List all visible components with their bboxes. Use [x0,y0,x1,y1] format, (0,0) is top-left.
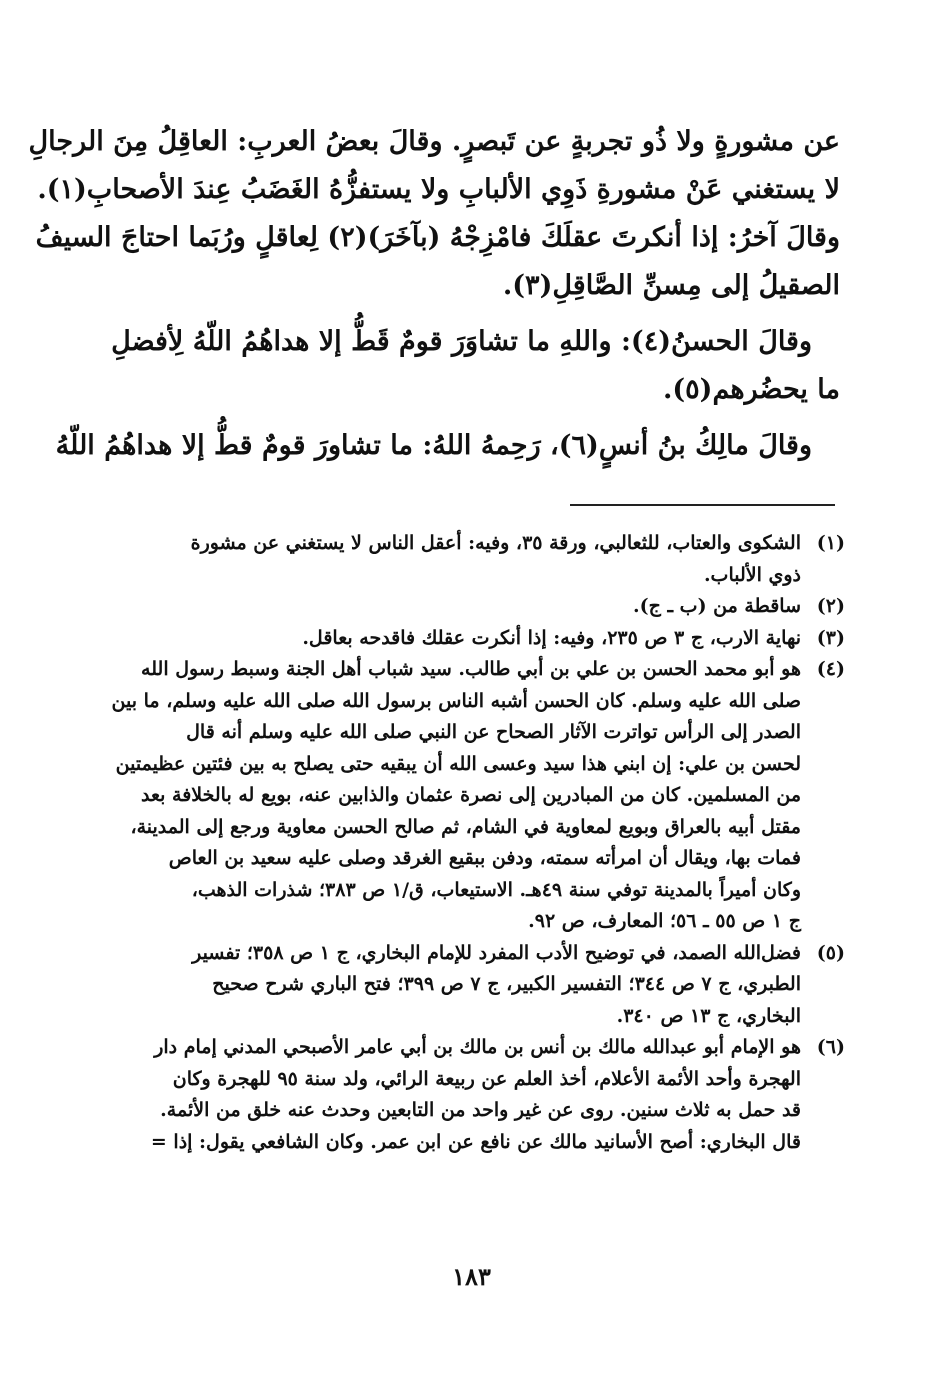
footnote-line: صلى الله عليه وسلم. كان الحسن أشبه الناس برسول الله صلى الله عليه وسلم، ما بين [111,689,801,712]
footnote-body [125,591,801,623]
footnote-line: ذوي الألباب. [703,563,801,586]
footnote [125,1032,845,1158]
footnote [125,591,845,623]
paragraph-gap [130,310,840,318]
footnote-body [125,1032,801,1158]
footnote-number: (٥) [816,941,845,964]
text-line: لا يستغني عَنْ مشورةِ ذَوِي الألبابِ ولا يستفزُّهُ الغَضَبُ عِندَ الأصحابِ(١). [37,174,840,205]
footnote-number: (١) [816,532,845,554]
footnote-line: لحسن بن علي: إن ابني هذا سيد وعسى الله أن يبقيه حتى يصلح به بين فئتين عظيمتين [115,752,801,775]
footnote-line: من المسلمين. كان من المبادرين إلى نصرة عثمان والذابين عنه، بويع له بالخلافة بعد [140,784,801,806]
footnote-line: فمات بها، ويقال أن امرأته سمته، ودفن ببقيع الغرقد وصلى عليه سعيد بن العاص [168,847,801,869]
text-line: وقالَ الحسنُ(٤): واللهِ ما تشاوَرَ قومٌ قَطُّ إلا هداهُمُ اللّهُ لِأفضلِ [111,326,812,357]
footnote-line: نهاية الارب، ج ٣ ص ٢٣٥، وفيه: إذا أنكرت عقلك فاقدحه بعاقل. [302,626,801,649]
footnote-line: ساقطة من (ب ـ ج). [633,595,801,617]
footnote-line: هو أبو محمد الحسن بن علي بن أبي طالب. سيد شباب أهل الجنة وسبط رسول الله [141,658,801,680]
footnote [125,528,845,591]
footnote-body [125,938,801,1033]
paragraph-gap [130,414,840,422]
text-line: الصقيلُ إلى مِسنِّ الصَّاقِلِ(٣). [502,270,840,301]
footnote [111,654,845,938]
footnote-line: الشكوى والعتاب، للثعالبي، ورقة ٣٥، وفيه: أعقل الناس لا يستغني عن مشورة [190,532,801,554]
footnote-number: (٦) [816,1036,845,1058]
footnote-body [125,528,801,591]
footnote-number: (٤) [816,658,845,680]
footnote-number: (٢) [816,595,845,617]
footnote-line: الطبري، ج ٧ ص ٣٤٤؛ التفسير الكبير، ج ٧ ص ٣٩٩؛ فتح الباري شرح صحيح [212,973,801,995]
footnote-line: وكان أميراً بالمدينة توفي سنة ٤٩هـ. الاستيعاب، ق/١ ص ٣٨٣؛ شذرات الذهب، [191,878,801,901]
footnote-line: مقتل أبيه بالعراق وبويع لمعاوية في الشام، ثم صالح الحسن معاوية ورجع إلى المدينة، [130,815,801,838]
footnote-separator [570,504,835,506]
footnote-line: ج ١ ص ٥٥ ـ ٥٦؛ المعارف، ص ٩٢. [528,910,801,932]
footnote-line: الهجرة وأحد الأئمة الأعلام، أخذ العلم عن ربيعة الرائي، ولد سنة ٩٥ للهجرة وكان [172,1067,801,1090]
footnote [125,938,845,1033]
text-line: عن مشورةٍ ولا ذُو تجربةٍ عن تَبصرٍ. وقالَ بعضُ العربِ: العاقِلُ مِنَ الرجالِ [28,126,840,157]
paragraph [55,422,840,470]
footnote-line: هو الإمام أبو عبدالله مالك بن أنس بن مالك بن أبي عامر الأصبحي المدني إمام دار [154,1036,801,1058]
footnote-line: الصدر إلى الرأس تواترت الآثار الصحاح عن النبي صلى الله عليه وسلم أنه قال [186,721,801,743]
paragraph [111,318,840,414]
text-line: ما يحضُرهم(٥). [662,374,840,405]
text-line: وقالَ مالِكُ بنُ أنسٍ(٦)، رَحِمهُ اللهُ: ما تشاورَ قومٌ قطُّ إلا هداهُمُ اللّهُ [55,430,812,461]
footnote-line: فضل‌الله الصمد، في توضيح الأدب المفرد للإمام البخاري، ج ١ ص ٣٥٨؛ تفسير [192,941,801,964]
paragraph [28,118,840,310]
main-text-body [28,118,840,470]
footnote-line: البخاري، ج ١٣ ص ٣٤٠. [616,1004,801,1027]
page-number: ١٨٣ [452,1262,491,1291]
footnote-body [112,654,801,938]
footnotes-section [111,528,845,1158]
footnote-number: (٣) [816,626,845,649]
footnote-line: قال البخاري: أصح الأسانيد مالك عن نافع عن ابن عمر. وكان الشافعي يقول: إذا = [150,1130,801,1153]
footnote [125,623,845,655]
footnote-line: قد حمل به ثلاث سنين. روى عن غير واحد من التابعين وحدث عنه خلق من الأئمة. [160,1099,801,1121]
footnote-body [125,623,801,655]
text-line: وقالَ آخرُ: إذا أنكرتَ عقلَكَ فامْزِجْهُ (بآخَرَ)(٢) لِعاقلٍ ورُبَما احتاجَ السيفُ [35,222,840,253]
